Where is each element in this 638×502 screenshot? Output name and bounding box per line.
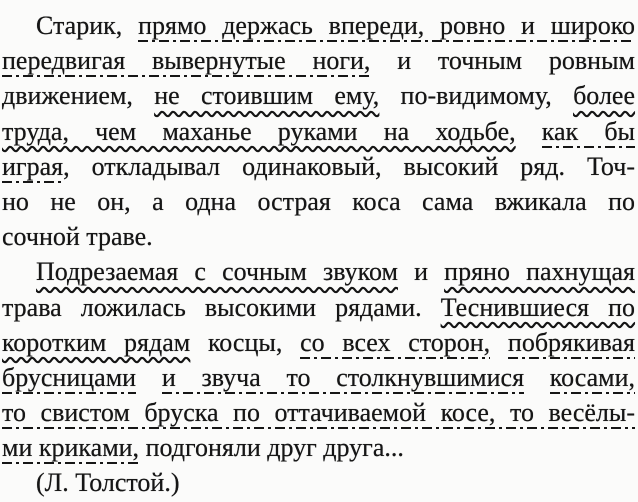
text-segment-wavy-underline: Подрезаемая с сочным звуком [36, 257, 398, 287]
text-segment [516, 117, 542, 146]
text-segment-wavy-underline: труда, чем маханье руками на ходьбе, [2, 116, 516, 146]
text-segment: косцы, [190, 327, 301, 357]
text-segment: сочной траве. [2, 222, 153, 252]
text-segment-dashdot-underline: играя [2, 151, 64, 181]
text-segment-dashdot-underline: брусницами [2, 362, 137, 392]
text-line [2, 325, 635, 360]
text-line [2, 8, 635, 43]
text-line [2, 360, 635, 395]
text-segment-wavy-underline: более [573, 81, 636, 111]
text-segment: по-видимому, [379, 81, 574, 111]
text-segment-wavy-underline: пряно пахнущая [444, 257, 635, 287]
passage [2, 8, 635, 501]
text-segment: и [397, 257, 445, 287]
text-segment-wavy-underline: Теснившиеся по [440, 292, 636, 322]
text-segment-wavy-underline: коротким рядам [2, 327, 191, 357]
text-segment [524, 363, 550, 392]
text-line [2, 219, 635, 254]
text-segment: Старик, [36, 11, 139, 40]
text-segment: , откладывал одинаковый, высокий ряд. Точ- [63, 151, 635, 181]
text-line [2, 465, 635, 500]
text-segment: (Л. Толстой.) [36, 468, 180, 498]
text-segment-dashdot-underline: прямо держась впереди, ровно и широко [138, 11, 636, 40]
text-segment-dashdot-underline: и звуча то столкнувшимися [161, 362, 525, 392]
text-segment-dashdot-underline: ми криками, [2, 433, 140, 463]
text-segment-dashdot-underline: как бы [541, 116, 636, 146]
text-segment: подгоняли друг друга... [139, 433, 404, 463]
text-segment-dashdot-underline: со всех сторон, [300, 327, 491, 357]
text-segment-dashdot-underline: косами, [549, 362, 635, 392]
text-segment-wavy-underline: не стоившим ему, [154, 81, 380, 111]
text-segment-dashdot-underline: передвигая вывернутые ноги, [2, 46, 371, 76]
text-line [2, 149, 635, 184]
text-segment: но не он, а одна острая коса сама вжикала по [2, 186, 635, 216]
text-line [2, 430, 635, 465]
text-line [2, 395, 635, 430]
text-line [2, 43, 635, 78]
text-line [2, 78, 635, 113]
text-segment [490, 328, 508, 357]
text-segment-dashdot-underline: то свистом бруска по оттачиваемой косе, то весёлы- [2, 398, 635, 428]
text-line [2, 114, 635, 149]
text-line [2, 184, 635, 219]
text-segment [136, 363, 162, 392]
text-segment: движением, [2, 81, 155, 111]
text-segment-dashdot-underline: побрякивая [507, 327, 635, 357]
text-segment: трава ложилась высокими рядами. [2, 292, 441, 322]
text-segment: и точным ровным [370, 46, 635, 76]
text-line [2, 290, 635, 325]
text-line [2, 254, 635, 289]
